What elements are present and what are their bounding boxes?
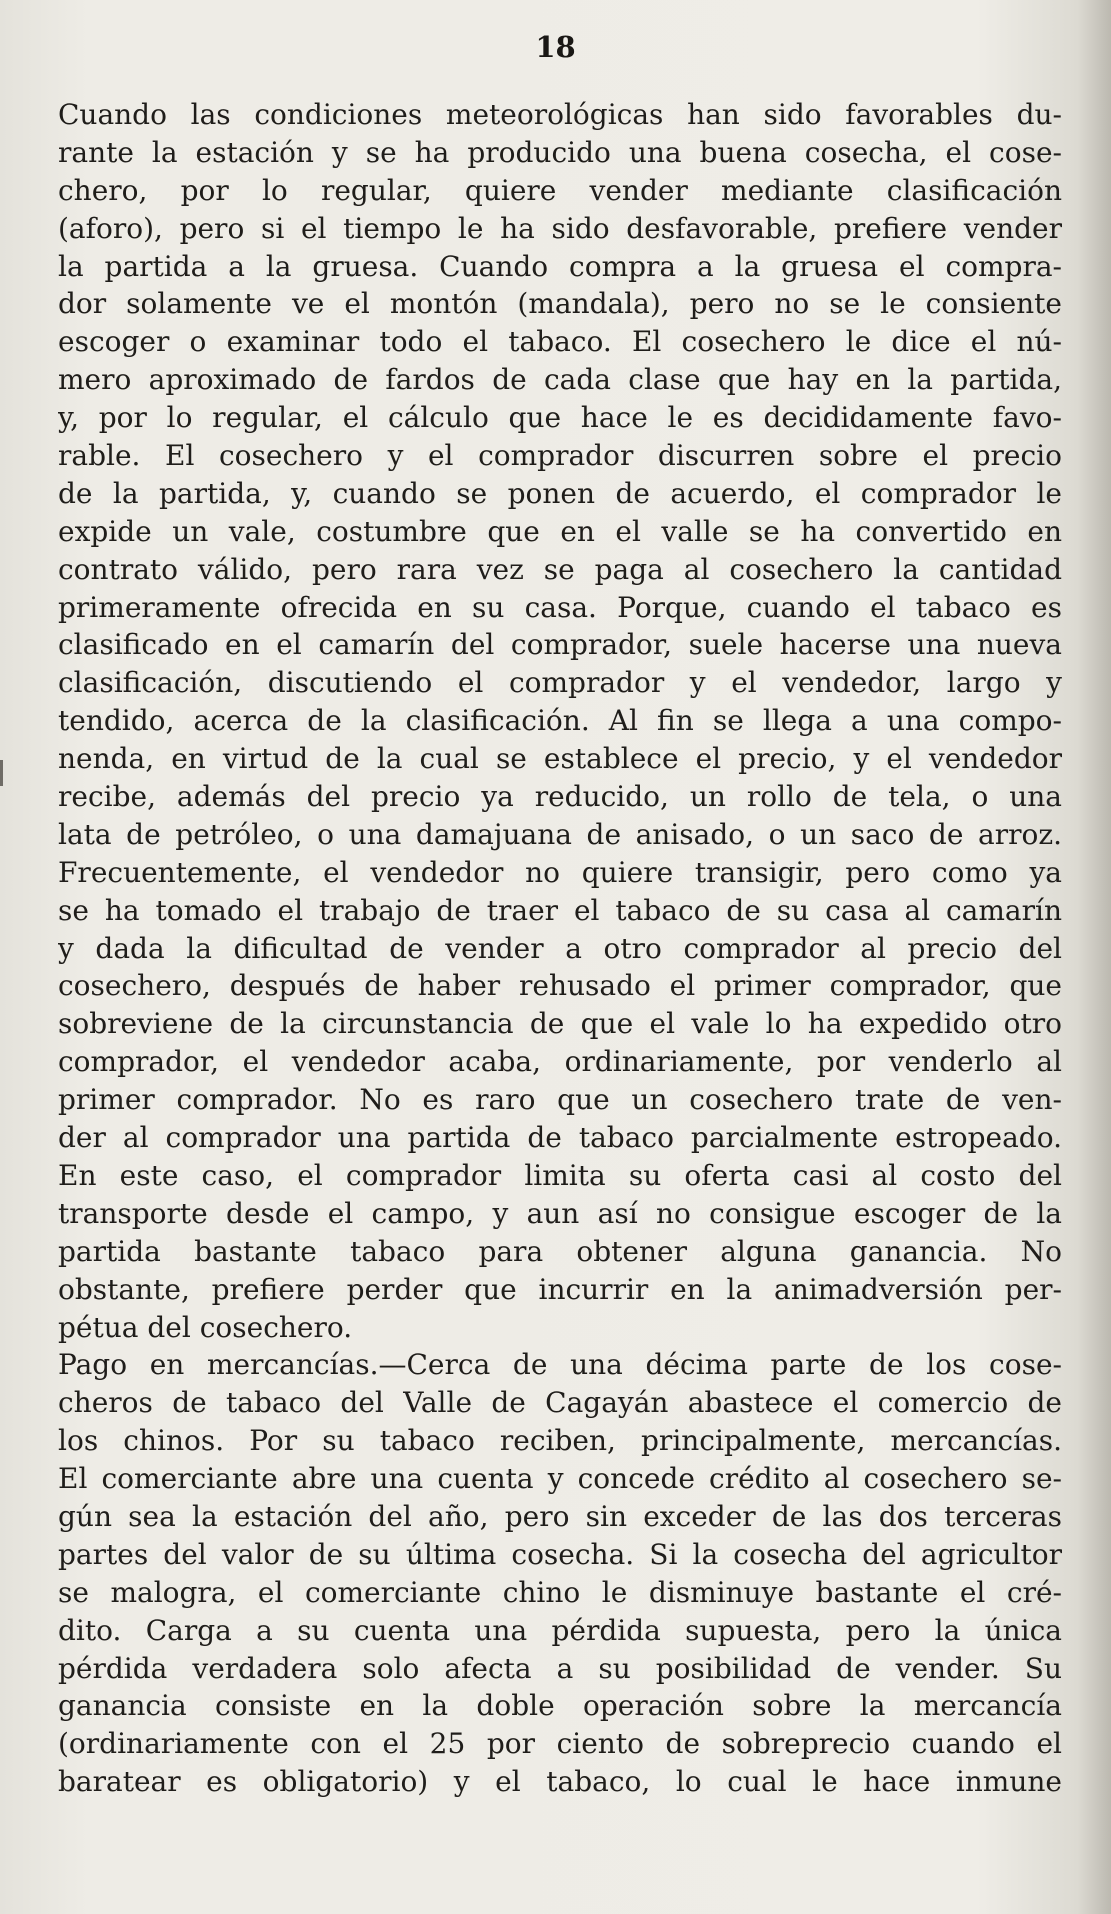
text-line: la partida a la gruesa. Cuando compra a la gruesa el compra- xyxy=(58,249,1062,283)
text-line: primeramente ofrecida en su casa. Porque, cuando el tabaco es xyxy=(58,590,1062,624)
text-line: y, por lo regular, el cálculo que hace le es decididamente favo- xyxy=(58,401,1062,435)
text-line: partes del valor de su última cosecha. Si la cosecha del agricultor xyxy=(58,1537,1062,1571)
text-line: gún sea la estación del año, pero sin exceder de las dos terceras xyxy=(58,1499,1062,1533)
page-number: 18 xyxy=(535,30,576,64)
text-line: y dada la dificultad de vender a otro comprador al precio del xyxy=(58,931,1062,965)
text-line: transporte desde el campo, y aun así no consigue escoger de la xyxy=(58,1196,1062,1230)
text-line: de la partida, y, cuando se ponen de acuerdo, el comprador le xyxy=(58,476,1062,510)
text-line: En este caso, el comprador limita su oferta casi al costo del xyxy=(58,1158,1062,1192)
text-line: expide un vale, costumbre que en el valle se ha convertido en xyxy=(58,514,1062,548)
text-line: sobreviene de la circunstancia de que el vale lo ha expedido otro xyxy=(58,1007,1062,1041)
text-line: obstante, prefiere perder que incurrir en la animadversión per- xyxy=(58,1272,1062,1306)
text-line: se malogra, el comerciante chino le disminuye bastante el cré- xyxy=(58,1575,1062,1609)
text-line: los chinos. Por su tabaco reciben, principalmente, mercancías. xyxy=(58,1424,1062,1458)
text-line: rable. El cosechero y el comprador discurren sobre el precio xyxy=(58,439,1062,473)
text-line: dito. Carga a su cuenta una pérdida supuesta, pero la única xyxy=(58,1613,1062,1647)
text-line: se ha tomado el trabajo de traer el tabaco de su casa al camarín xyxy=(58,893,1062,927)
text-line: (ordinariamente con el 25 por ciento de sobreprecio cuando el xyxy=(58,1727,1062,1761)
text-line: pérdida verdadera solo afecta a su posibilidad de vender. Su xyxy=(58,1651,1062,1685)
text-line: dor solamente ve el montón (mandala), pero no se le consiente xyxy=(58,287,1062,321)
text-line: clasificado en el camarín del comprador, suele hacerse una nueva xyxy=(58,628,1062,662)
text-line: contrato válido, pero rara vez se paga al cosechero la cantidad xyxy=(58,552,1062,586)
body-text xyxy=(58,96,1062,1801)
text-line: mero aproximado de fardos de cada clase que hay en la partida, xyxy=(58,363,1062,397)
text-line: der al comprador una partida de tabaco parcialmente estropeado. xyxy=(58,1121,1062,1155)
text-line: recibe, además del precio ya reducido, un rollo de tela, o una xyxy=(58,780,1062,814)
text-line: cosechero, después de haber rehusado el primer comprador, que xyxy=(58,969,1062,1003)
text-line: rante la estación y se ha producido una buena cosecha, el cose- xyxy=(58,135,1062,169)
text-line: Cuando las condiciones meteorológicas han sido favorables du- xyxy=(58,98,1062,131)
text-line: Pago en mercancías.—Cerca de una décima parte de los cose- xyxy=(58,1348,1062,1382)
text-line: clasificación, discutiendo el comprador y el vendedor, largo y xyxy=(58,666,1062,700)
margin-mark xyxy=(0,760,3,786)
text-line: escoger o examinar todo el tabaco. El cosechero le dice el nú- xyxy=(58,325,1062,359)
text-line: cheros de tabaco del Valle de Cagayán abastece el comercio de xyxy=(58,1386,1062,1420)
text-line: lata de petróleo, o una damajuana de anisado, o un saco de arroz. xyxy=(58,817,1062,851)
text-line: El comerciante abre una cuenta y concede crédito al cosechero se- xyxy=(58,1462,1062,1496)
text-line: nenda, en virtud de la cual se establece el precio, y el vendedor xyxy=(58,742,1062,776)
text-line: baratear es obligatorio) y el tabaco, lo cual le hace inmune xyxy=(58,1765,1062,1799)
text-line: primer comprador. No es raro que un cosechero trate de ven- xyxy=(58,1083,1062,1117)
text-line: comprador, el vendedor acaba, ordinariamente, por venderlo al xyxy=(58,1045,1062,1079)
text-line: partida bastante tabaco para obtener alguna ganancia. No xyxy=(58,1234,1062,1268)
text-line: chero, por lo regular, quiere vender mediante clasificación xyxy=(58,173,1062,207)
text-line: Frecuentemente, el vendedor no quiere transigir, pero como ya xyxy=(58,855,1062,889)
text-line: (aforo), pero si el tiempo le ha sido desfavorable, prefiere vender xyxy=(58,211,1062,245)
text-line: ganancia consiste en la doble operación sobre la mercancía xyxy=(58,1689,1062,1723)
text-line: tendido, acerca de la clasificación. Al fin se llega a una compo- xyxy=(58,704,1062,738)
paragraph-end-line: pétua del cosechero. xyxy=(58,1310,353,1344)
